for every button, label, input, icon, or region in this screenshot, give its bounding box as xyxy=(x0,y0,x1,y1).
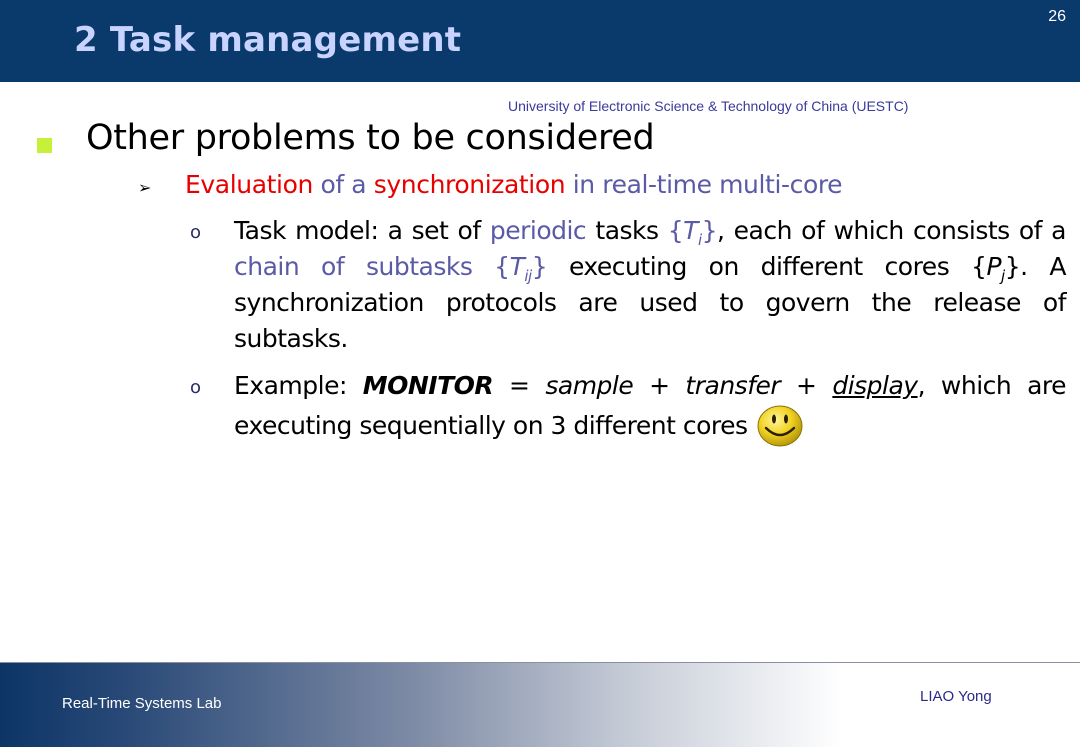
slide-title: 2 Task management xyxy=(74,20,462,60)
text-run: + xyxy=(780,371,833,400)
circle-bullet-icon: o xyxy=(190,222,202,243)
author-name: LIAO Yong xyxy=(920,688,992,705)
text-run: ij xyxy=(524,267,532,285)
text-run: j xyxy=(1001,267,1005,285)
text-run: tasks xyxy=(586,216,668,245)
text-run: , which are executing sequentially on 3 different cores xyxy=(234,371,1067,440)
smiley-face-icon xyxy=(755,404,805,448)
level2-part: of a xyxy=(312,170,374,199)
level1-heading: Other problems to be considered xyxy=(86,118,655,158)
level2-part: in real-time multi-core xyxy=(565,170,843,199)
level2-part: Evaluation xyxy=(185,170,313,199)
text-run: i xyxy=(697,231,702,249)
example-paragraph xyxy=(234,368,1066,448)
text-run: transfer xyxy=(685,371,781,400)
text-run: P xyxy=(986,252,1002,281)
text-run: = xyxy=(493,371,546,400)
text-run: } xyxy=(701,216,718,245)
square-bullet-icon xyxy=(37,138,52,153)
level2-heading xyxy=(185,170,842,199)
text-run: periodic xyxy=(489,216,587,245)
text-run: { xyxy=(667,216,684,245)
affiliation: University of Electronic Science & Technology of China (UESTC) xyxy=(508,98,909,114)
text-run: executing on different cores { xyxy=(547,252,987,281)
text-run: Example: xyxy=(234,371,363,400)
text-run: T xyxy=(509,252,525,281)
text-run: } xyxy=(531,252,548,281)
text-run: }. A synchronization protocols are used to govern the release of subtasks. xyxy=(234,252,1067,353)
level2-part: synchronization xyxy=(373,170,566,199)
lab-name: Real-Time Systems Lab xyxy=(62,695,222,712)
task-model-paragraph xyxy=(234,213,1066,357)
slide-header xyxy=(0,0,1080,82)
text-run: MONITOR xyxy=(362,371,494,400)
text-run: chain of subtasks { xyxy=(234,252,510,281)
circle-bullet-icon: o xyxy=(190,377,202,398)
text-run: Task model: a set of xyxy=(234,216,490,245)
text-run: display xyxy=(832,371,918,400)
text-run: T xyxy=(683,216,698,245)
arrow-bullet-icon: ➢ xyxy=(138,178,152,197)
text-run: + xyxy=(633,371,686,400)
footer-divider xyxy=(0,662,1080,663)
text-run: sample xyxy=(545,371,634,400)
text-run: , each of which consists of a xyxy=(717,216,1066,245)
page-number: 26 xyxy=(1048,8,1066,25)
